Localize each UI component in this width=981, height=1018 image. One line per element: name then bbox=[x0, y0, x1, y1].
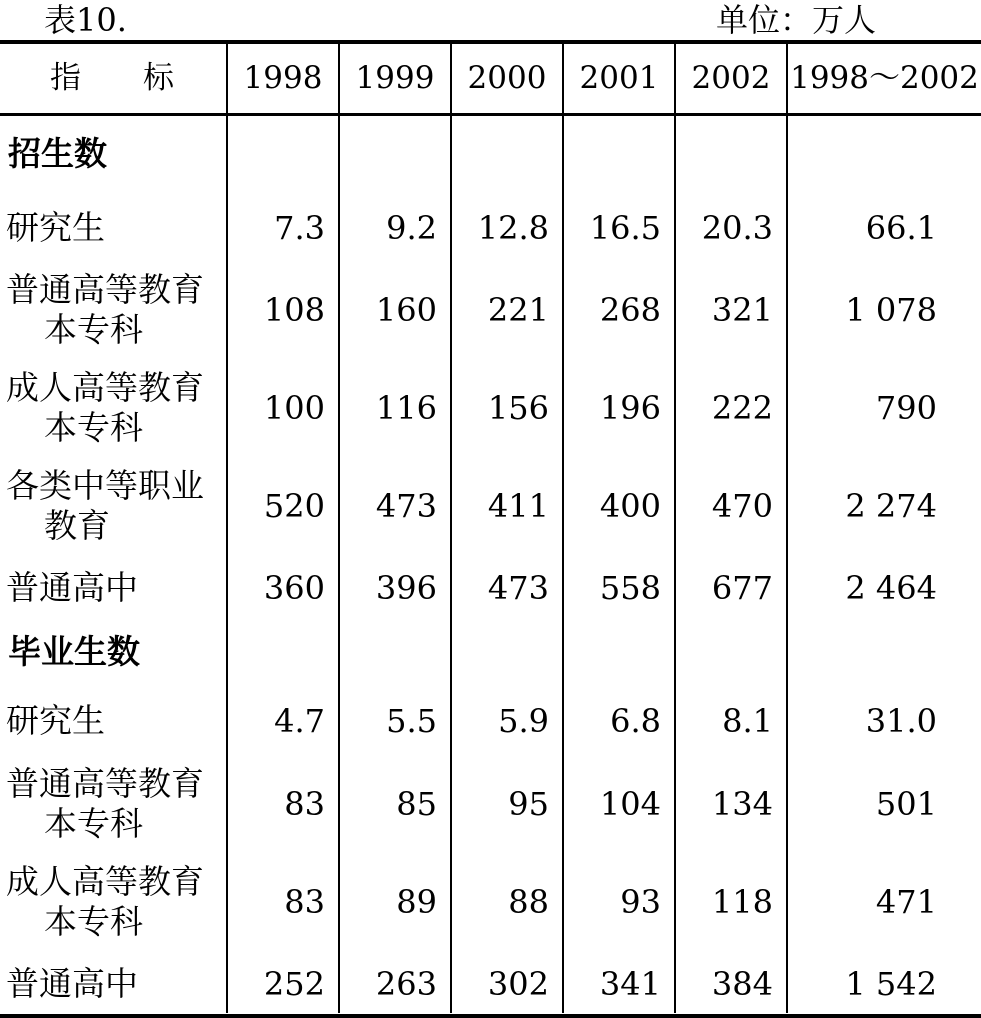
value-cell: 156 bbox=[487, 389, 549, 427]
unit-label: 单位：万人 bbox=[716, 1, 877, 39]
value-cell: 400 bbox=[599, 487, 661, 525]
value-cell: 134 bbox=[711, 785, 773, 823]
value-cell: 473 bbox=[487, 569, 549, 607]
header-total-range: 1998～2002 bbox=[790, 60, 979, 96]
value-cell: 83 bbox=[284, 883, 325, 921]
column-divider bbox=[786, 44, 788, 1013]
section-title: 招生数 bbox=[8, 134, 107, 173]
row-label bbox=[6, 701, 228, 741]
value-cell: 8.1 bbox=[722, 702, 773, 740]
value-cell: 473 bbox=[375, 487, 437, 525]
row-label bbox=[6, 568, 228, 608]
value-cell: 118 bbox=[711, 883, 773, 921]
value-cell: 4.7 bbox=[274, 702, 325, 740]
value-cell: 396 bbox=[375, 569, 437, 607]
row-label-line: 本专科 bbox=[44, 408, 143, 447]
row-label-line: 普通高中 bbox=[6, 964, 138, 1003]
header-year: 2001 bbox=[579, 60, 659, 96]
total-cell: 31.0 bbox=[865, 702, 937, 740]
total-cell: 471 bbox=[875, 883, 937, 921]
value-cell: 5.5 bbox=[386, 702, 437, 740]
value-cell: 268 bbox=[599, 291, 661, 329]
row-label bbox=[6, 862, 228, 942]
value-cell: 95 bbox=[508, 785, 549, 823]
row-label bbox=[6, 466, 228, 546]
row-label-line: 教育 bbox=[44, 506, 110, 545]
total-cell: 501 bbox=[875, 785, 937, 823]
column-divider bbox=[562, 44, 564, 1013]
row-label-line: 普通高等教育 bbox=[6, 764, 204, 803]
row-label-line: 研究生 bbox=[6, 208, 105, 247]
total-cell: 1 542 bbox=[845, 965, 937, 1003]
row-label bbox=[6, 270, 228, 350]
value-cell: 341 bbox=[599, 965, 661, 1003]
value-cell: 88 bbox=[508, 883, 549, 921]
value-cell: 116 bbox=[375, 389, 437, 427]
row-label-line: 普通高等教育 bbox=[6, 270, 204, 309]
value-cell: 160 bbox=[375, 291, 437, 329]
bottom-rule bbox=[0, 1014, 981, 1018]
value-cell: 83 bbox=[284, 785, 325, 823]
value-cell: 104 bbox=[599, 785, 661, 823]
row-label-line: 本专科 bbox=[44, 804, 143, 843]
value-cell: 85 bbox=[396, 785, 437, 823]
row-label bbox=[6, 764, 228, 844]
row-label-line: 各类中等职业 bbox=[6, 466, 204, 505]
row-label bbox=[6, 368, 228, 448]
column-divider bbox=[450, 44, 452, 1013]
row-label bbox=[6, 208, 228, 248]
value-cell: 12.8 bbox=[477, 209, 549, 247]
value-cell: 20.3 bbox=[701, 209, 773, 247]
header-year: 2000 bbox=[467, 60, 547, 96]
header-indicator-char: 指 bbox=[50, 60, 81, 96]
header-year: 1999 bbox=[355, 60, 435, 96]
total-cell: 66.1 bbox=[865, 209, 937, 247]
value-cell: 558 bbox=[599, 569, 661, 607]
row-label-line: 研究生 bbox=[6, 701, 105, 740]
value-cell: 6.8 bbox=[610, 702, 661, 740]
value-cell: 411 bbox=[487, 487, 549, 525]
value-cell: 222 bbox=[711, 389, 773, 427]
value-cell: 9.2 bbox=[386, 209, 437, 247]
row-label-line: 本专科 bbox=[44, 310, 143, 349]
value-cell: 221 bbox=[487, 291, 549, 329]
value-cell: 89 bbox=[396, 883, 437, 921]
total-cell: 2 464 bbox=[845, 569, 937, 607]
header-indicator-char: 标 bbox=[143, 60, 174, 96]
value-cell: 252 bbox=[263, 965, 325, 1003]
total-cell: 1 078 bbox=[845, 291, 937, 329]
value-cell: 196 bbox=[599, 389, 661, 427]
value-cell: 470 bbox=[711, 487, 773, 525]
row-label-line: 普通高中 bbox=[6, 568, 138, 607]
value-cell: 263 bbox=[375, 965, 437, 1003]
header-year: 2002 bbox=[691, 60, 771, 96]
row-label-line: 成人高等教育 bbox=[6, 368, 204, 407]
section-title: 毕业生数 bbox=[8, 632, 140, 671]
value-cell: 7.3 bbox=[274, 209, 325, 247]
header-rule bbox=[0, 113, 981, 116]
value-cell: 100 bbox=[263, 389, 325, 427]
value-cell: 16.5 bbox=[589, 209, 661, 247]
total-cell: 2 274 bbox=[845, 487, 937, 525]
value-cell: 93 bbox=[620, 883, 661, 921]
value-cell: 384 bbox=[711, 965, 773, 1003]
column-divider bbox=[338, 44, 340, 1013]
value-cell: 360 bbox=[263, 569, 325, 607]
value-cell: 302 bbox=[487, 965, 549, 1003]
value-cell: 321 bbox=[711, 291, 773, 329]
header-indicator bbox=[0, 44, 224, 113]
value-cell: 108 bbox=[263, 291, 325, 329]
row-label bbox=[6, 964, 228, 1004]
value-cell: 5.9 bbox=[498, 702, 549, 740]
value-cell: 520 bbox=[263, 487, 325, 525]
column-divider bbox=[674, 44, 676, 1013]
header-year: 1998 bbox=[243, 60, 323, 96]
row-label-line: 本专科 bbox=[44, 902, 143, 941]
total-cell: 790 bbox=[875, 389, 937, 427]
value-cell: 677 bbox=[711, 569, 773, 607]
row-label-line: 成人高等教育 bbox=[6, 862, 204, 901]
table-number: 表10. bbox=[44, 1, 127, 39]
